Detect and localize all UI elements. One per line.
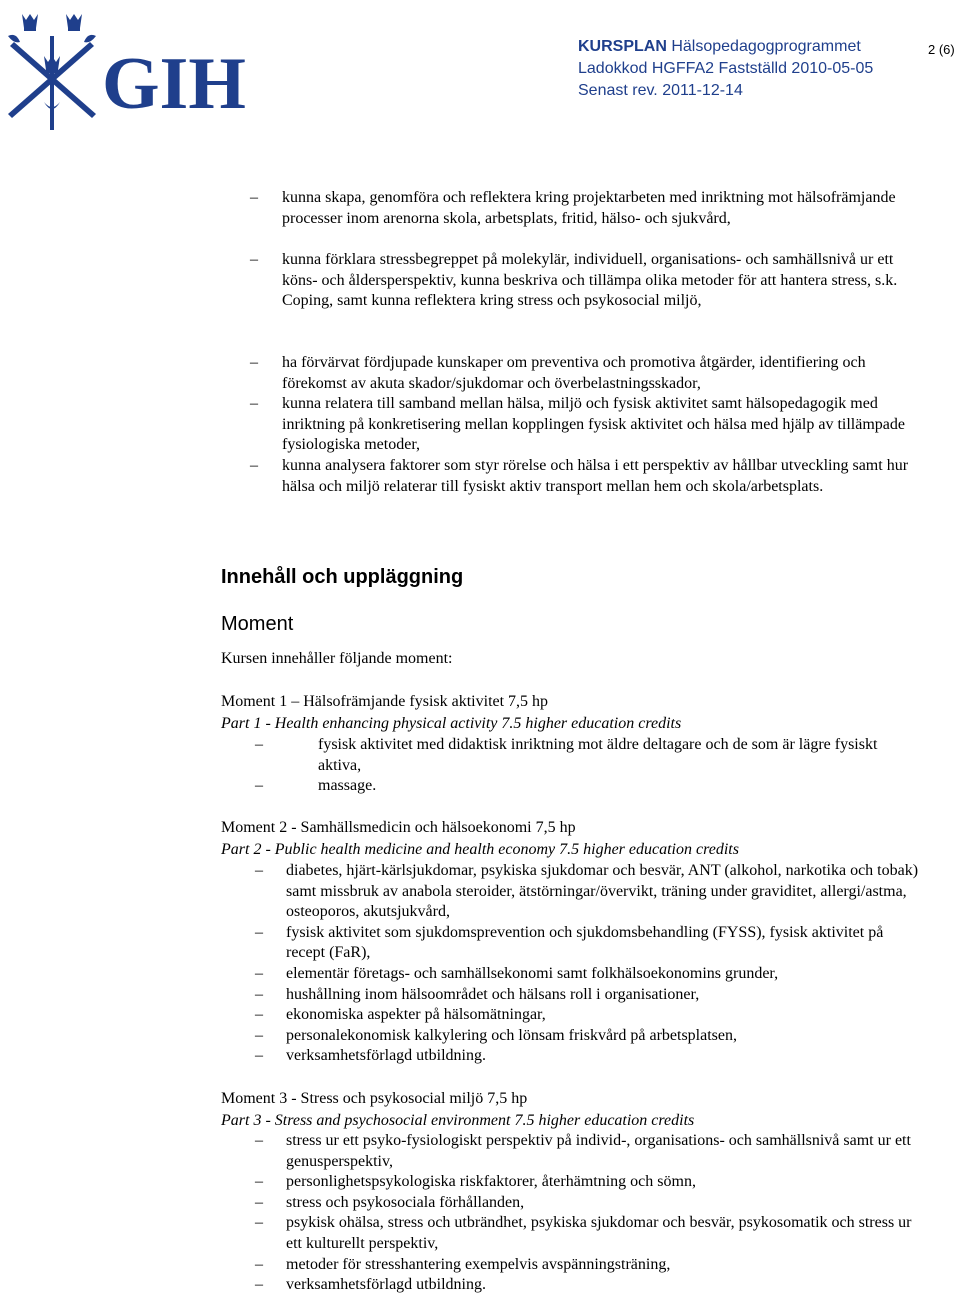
list-item xyxy=(0,1046,926,1067)
list-item xyxy=(0,1275,926,1296)
section-subheading: Moment xyxy=(221,613,294,635)
list-item xyxy=(0,1131,926,1172)
list-item-text: kunna förklara stressbegreppet på molekylär, individuell, organisations- och samhällsnivå ur ett köns- och åldersperspektiv, kunna beskriva och tillämpa olika metoder för att hantera stress, s.k. Coping, samt kunna reflektera kring stress och psykosocial miljö, xyxy=(282,251,898,310)
objectives-list-b xyxy=(0,353,932,497)
header-title-rest: Hälsopedagogprogrammet xyxy=(666,38,861,55)
list-item xyxy=(0,985,926,1006)
list-item-text: kunna analysera faktorer som styr rörelse och hälsa i ett perspektiv av hållbar utveckling samt hur hälsa och miljö relaterar till fysiskt aktiv transport mellan hem och skola/arbetsplats. xyxy=(282,456,909,495)
crown-icon xyxy=(22,14,38,31)
module-items xyxy=(0,861,926,1067)
list-item-text: personalekonomisk kalkylering och lönsam friskvård på arbetsplatsen, xyxy=(286,1026,737,1044)
list-item xyxy=(0,456,932,497)
list-item xyxy=(0,394,932,456)
list-item-text: fysisk aktivitet som sjukdomsprevention och sjukdomsbehandling (FYSS), fysisk aktivitet på recept (FaR), xyxy=(286,923,884,962)
module-items xyxy=(0,1131,926,1296)
list-dash: – xyxy=(255,1132,263,1149)
list-item-text: verksamhetsförlagd utbildning. xyxy=(286,1047,486,1065)
list-dash: – xyxy=(255,1255,263,1273)
header-course-code: Ladokkod HGFFA2 Fastställd 2010-05-05 xyxy=(578,60,874,77)
list-item-text: fysisk aktivitet med didaktisk inriktning mot äldre deltagare och de som är lägre fysiskt aktiva, xyxy=(318,736,878,774)
list-item-text: personlighetspsykologiska riskfaktorer, återhämtning och sömn, xyxy=(286,1173,696,1191)
list-item-text: ekonomiska aspekter på hälsomätningar, xyxy=(286,1006,546,1024)
list-item xyxy=(0,188,932,229)
crown-icon xyxy=(66,14,82,31)
section-heading: Innehåll och uppläggning xyxy=(221,566,464,588)
list-dash: – xyxy=(255,1026,263,1044)
list-dash: – xyxy=(255,862,263,879)
list-item-text: elementär företags- och samhällsekonomi samt folkhälsoekonomins grunder, xyxy=(286,964,779,982)
list-dash: – xyxy=(255,923,263,941)
list-item xyxy=(0,250,932,312)
list-dash: – xyxy=(255,985,263,1003)
list-item xyxy=(0,776,908,797)
list-item-text: stress och psykosociala förhållanden, xyxy=(286,1193,525,1211)
page-number: 2 (6) xyxy=(928,42,955,57)
list-dash: – xyxy=(255,1276,263,1294)
list-item-text: kunna skapa, genomföra och reflektera kring projektarbeten med inriktning mot hälsofrämjande processer inom arenorna skola, arbetsplats, fritid, hälso- och sjukvård, xyxy=(282,189,896,227)
list-item xyxy=(0,1026,926,1047)
list-dash: – xyxy=(255,777,263,795)
module-title: Moment 1 – Hälsofrämjande fysisk aktivitet 7,5 hp xyxy=(221,693,549,710)
list-item xyxy=(0,1255,926,1276)
list-item-text: verksamhetsförlagd utbildning. xyxy=(286,1276,486,1294)
list-item xyxy=(0,1193,926,1214)
list-item-text: massage. xyxy=(318,777,377,795)
module-items xyxy=(0,735,908,797)
list-dash: – xyxy=(250,354,258,371)
list-item xyxy=(0,1213,926,1254)
gih-logo xyxy=(4,6,254,134)
list-item xyxy=(0,923,926,964)
list-dash: – xyxy=(255,1214,263,1232)
list-item xyxy=(0,1172,926,1193)
list-dash: – xyxy=(250,189,258,206)
module-title: Moment 3 - Stress och psykosocial miljö 7,5 hp xyxy=(221,1090,528,1107)
list-dash: – xyxy=(255,1047,263,1065)
list-dash: – xyxy=(255,736,263,753)
module-subtitle: Part 3 - Stress and psychosocial environment 7.5 higher education credits xyxy=(221,1112,695,1129)
module-subtitle: Part 1 - Health enhancing physical activity 7.5 higher education credits xyxy=(221,715,682,732)
list-item-text: metoder för stresshantering exempelvis avspänningsträning, xyxy=(286,1255,671,1273)
list-item xyxy=(0,353,932,394)
logo-text: GIH xyxy=(102,43,246,125)
module-subtitle: Part 2 - Public health medicine and health economy 7.5 higher education credits xyxy=(221,841,739,858)
header-title-bold: KURSPLAN xyxy=(578,38,667,55)
document-header xyxy=(578,36,918,102)
list-dash: – xyxy=(250,395,258,413)
list-dash: – xyxy=(255,964,263,982)
list-item-text: stress ur ett psyko-fysiologiskt perspektiv på individ-, organisations- och samhällsnivå samt ur ett genusperspektiv, xyxy=(286,1132,911,1170)
module-title: Moment 2 - Samhällsmedicin och hälsoekonomi 7,5 hp xyxy=(221,819,576,836)
list-item-text: psykisk ohälsa, stress och utbrändhet, psykiska sjukdomar och besvär, psykosomatik och stress ur ett kulturellt perspektiv, xyxy=(286,1214,912,1252)
list-dash: – xyxy=(250,251,258,269)
list-item xyxy=(0,964,926,985)
list-item-text: ha förvärvat fördjupade kunskaper om preventiva och promotiva åtgärder, identifiering och förekomst av akuta skador/sjukdomar och överbelastningsskador, xyxy=(282,354,866,392)
objectives-list-a xyxy=(0,188,932,312)
list-item-text: diabetes, hjärt-kärlsjukdomar, psykiska sjukdomar och besvär, ANT (alkohol, narkotika och tobak) samt missbruk av anabola steroider, ätstörningar/övervikt, träning under graviditet, allergi/astma, osteoporos, akutsjukvård, xyxy=(286,862,919,921)
list-item xyxy=(0,735,908,776)
list-item xyxy=(0,1005,926,1026)
section-intro: Kursen innehåller följande moment: xyxy=(221,650,453,667)
header-title xyxy=(578,36,918,58)
list-item-text: hushållning inom hälsoområdet och hälsans roll i organisationer, xyxy=(286,985,700,1003)
list-item-text: kunna relatera till samband mellan hälsa, miljö och fysisk aktivitet samt hälsopedagogik med inriktning på konkretisering mellan kopplingen fysisk aktivitet och hälsa med hjälp av tillämpade fysiologiska metoder, xyxy=(282,395,905,454)
list-item xyxy=(0,861,926,923)
list-dash: – xyxy=(255,1006,263,1024)
header-revision: Senast rev. 2011-12-14 xyxy=(578,82,743,99)
list-dash: – xyxy=(255,1173,263,1191)
list-dash: – xyxy=(250,456,258,474)
list-dash: – xyxy=(255,1193,263,1211)
